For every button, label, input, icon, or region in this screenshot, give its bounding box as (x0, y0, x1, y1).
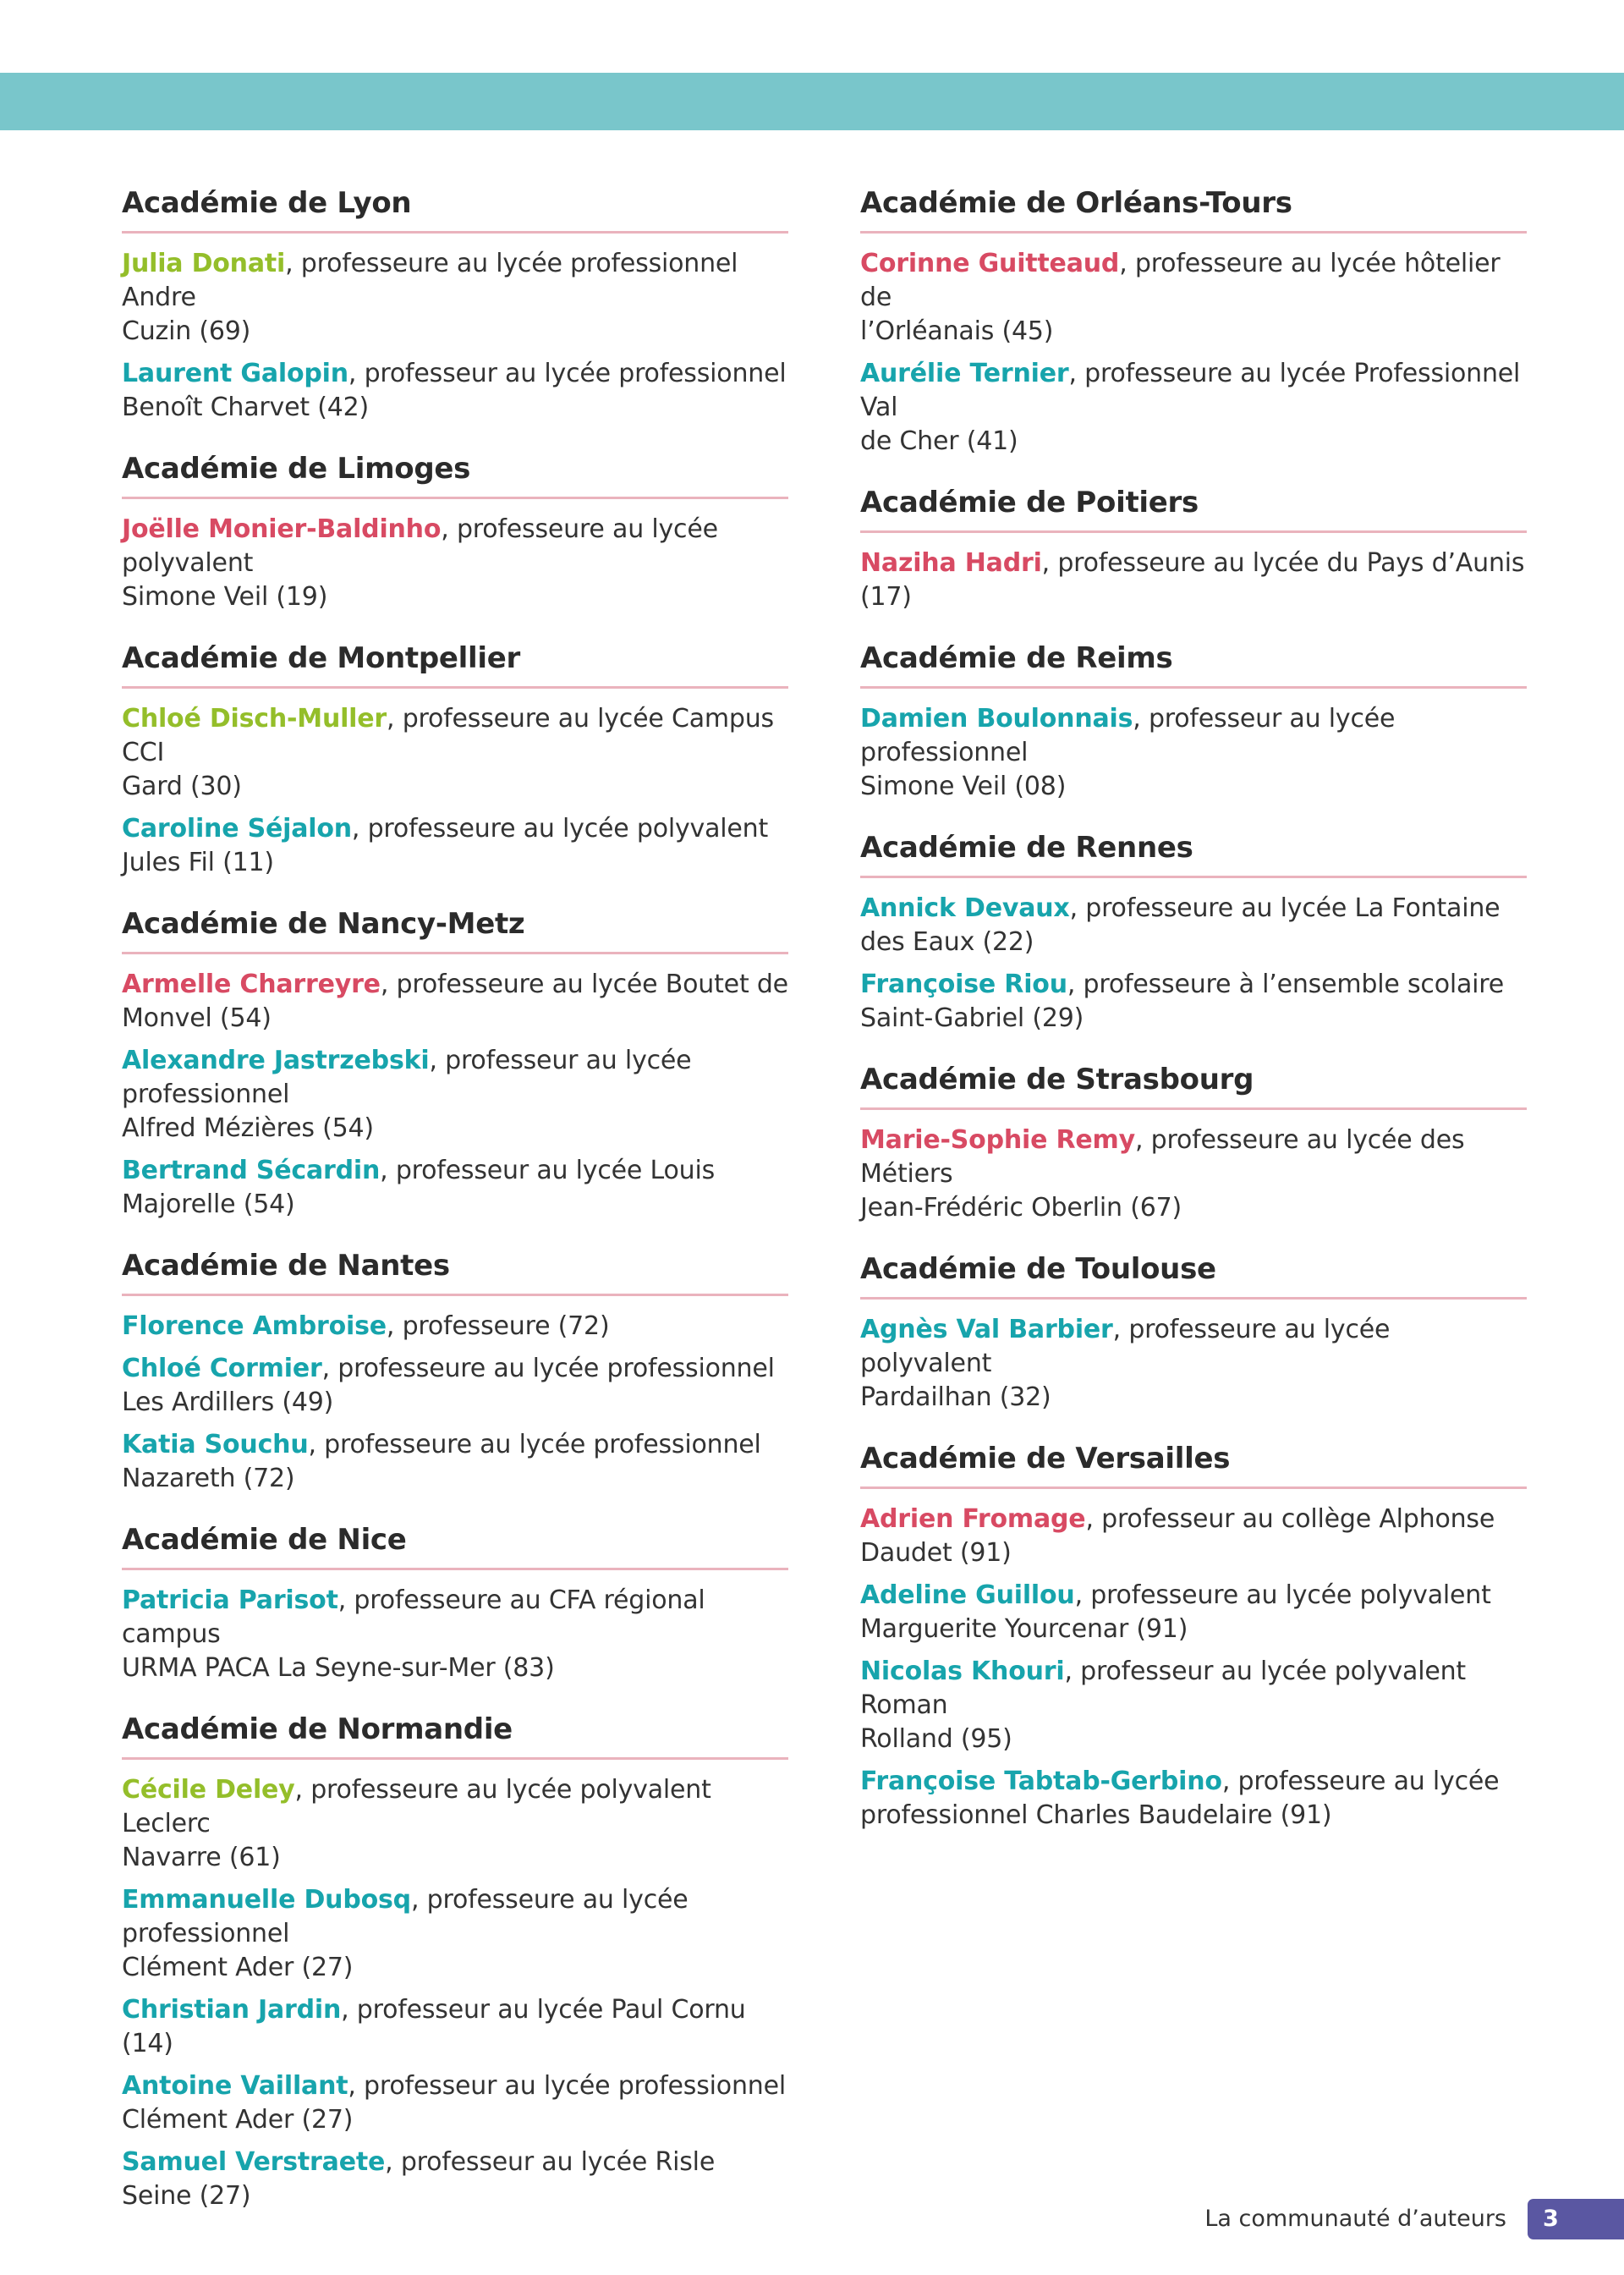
author-entry (122, 968, 788, 1036)
author-role: , professeure au lycée polyvalent (860, 1315, 1391, 1378)
author-role: , professeure au lycée Professionnel Val (860, 359, 1521, 422)
author-entry (122, 1993, 788, 2061)
section-title: Académie de Toulouse (860, 1249, 1527, 1300)
author-name: Marie-Sophie Remy (860, 1125, 1135, 1155)
author-role-continued: Rolland (95) (860, 1724, 1012, 1754)
author-role-continued: professionnel Charles Baudelaire (91) (860, 1800, 1332, 1830)
author-entry (122, 1352, 788, 1420)
author-name: Joëlle Monier-Baldinho (122, 514, 442, 544)
author-entry (860, 702, 1527, 804)
author-entry (122, 1428, 788, 1496)
author-role: , professeure au CFA régional campus (122, 1585, 705, 1649)
author-entry (860, 1765, 1527, 1833)
author-role: , professeure au lycée La Fontaine (1069, 893, 1501, 923)
author-role-continued: Pardailhan (32) (860, 1382, 1051, 1412)
author-name: Florence Ambroise (122, 1311, 387, 1341)
author-role: , professeur au lycée professionnel (122, 1046, 692, 1109)
author-role-continued: Daudet (91) (860, 1538, 1012, 1568)
academie-section (122, 448, 788, 614)
author-name: Damien Boulonnais (860, 704, 1133, 734)
author-name: Julia Donati (122, 249, 286, 278)
author-role: , professeure au lycée du Pays d’Aunis (17) (860, 548, 1525, 612)
author-entry (860, 1124, 1527, 1225)
author-role: , professeur au lycée professionnel (860, 704, 1396, 767)
author-name: Naziha Hadri (860, 548, 1042, 578)
academie-section (122, 638, 788, 880)
author-entry (860, 357, 1527, 459)
author-role-continued: Jules Fil (11) (122, 848, 274, 877)
author-role-continued: Majorelle (54) (122, 1190, 295, 1219)
academie-section (860, 1059, 1527, 1225)
section-title: Académie de Montpellier (122, 638, 788, 689)
author-role: , professeur au lycée professionnel (348, 2071, 786, 2101)
footer-label: La communauté d’auteurs (1204, 2206, 1506, 2232)
author-entry (860, 1503, 1527, 1570)
author-role: , professeure au lycée (1221, 1767, 1500, 1796)
section-title: Académie de Nancy-Metz (122, 904, 788, 954)
author-role-continued: l’Orléanais (45) (860, 316, 1054, 346)
academie-section (122, 1519, 788, 1685)
academie-section (122, 1245, 788, 1496)
author-entry (860, 968, 1527, 1036)
author-role-continued: Jean-Frédéric Oberlin (67) (860, 1193, 1182, 1223)
author-role: , professeure au lycée professionnel (321, 1354, 775, 1383)
author-name: Christian Jardin (122, 1995, 342, 2025)
left-column (122, 183, 788, 2237)
academie-section (122, 904, 788, 1222)
author-role: , professeur au lycée Paul Cornu (14) (122, 1995, 746, 2058)
author-name: Laurent Galopin (122, 359, 348, 388)
author-name: Alexandre Jastrzebski (122, 1046, 430, 1075)
section-title: Académie de Nice (122, 1519, 788, 1570)
author-role: , professeure au lycée professionnel Andre (122, 249, 738, 312)
author-entry (122, 1044, 788, 1146)
header-band (0, 73, 1624, 130)
author-role-continued: Navarre (61) (122, 1843, 281, 1872)
author-role: , professeur au lycée professionnel (348, 359, 787, 388)
author-name: Annick Devaux (860, 893, 1070, 923)
author-role-continued: Les Ardillers (49) (122, 1388, 334, 1417)
academie-section (860, 482, 1527, 614)
section-title: Académie de Nantes (122, 1245, 788, 1296)
section-title: Académie de Limoges (122, 448, 788, 499)
author-role: , professeur au lycée polyvalent Roman (860, 1657, 1466, 1720)
author-name: Corinne Guitteaud (860, 249, 1120, 278)
author-entry (860, 247, 1527, 349)
author-name: Chloé Cormier (122, 1354, 322, 1383)
author-role: , professeure au lycée polyvalent (351, 814, 769, 844)
author-name: Françoise Tabtab-Gerbino (860, 1767, 1222, 1796)
academie-section (860, 1438, 1527, 1833)
author-name: Aurélie Ternier (860, 359, 1069, 388)
author-role: , professeure au lycée professionnel (122, 1885, 689, 1948)
section-title: Académie de Rennes (860, 827, 1527, 878)
author-name: Emmanuelle Dubosq (122, 1885, 411, 1915)
author-entry (122, 247, 788, 349)
author-role: , professeur au lycée Risle Seine (27) (122, 2147, 716, 2211)
author-name: Samuel Verstraete (122, 2147, 386, 2177)
author-role: , professeure au lycée hôtelier de (860, 249, 1501, 312)
author-entry (860, 892, 1527, 959)
author-entry (860, 1655, 1527, 1756)
author-entry (122, 1584, 788, 1685)
author-role: , professeure (72) (386, 1311, 610, 1341)
academie-section (860, 183, 1527, 459)
right-column (860, 183, 1527, 1856)
author-name: Adrien Fromage (860, 1504, 1086, 1534)
author-entry (122, 513, 788, 614)
author-role-continued: Monvel (54) (122, 1003, 272, 1033)
author-role: , professeure au lycée polyvalent Leclerc (122, 1775, 711, 1838)
author-role-continued: Alfred Mézières (54) (122, 1113, 374, 1143)
page-number-badge: 3 (1528, 2199, 1624, 2239)
author-entry (122, 1310, 788, 1344)
author-name: Bertrand Sécardin (122, 1156, 381, 1185)
author-role-continued: des Eaux (22) (860, 927, 1034, 957)
section-title: Académie de Versailles (860, 1438, 1527, 1489)
author-role-continued: Simone Veil (08) (860, 772, 1067, 801)
author-entry (860, 1313, 1527, 1415)
author-role: , professeure au lycée polyvalent (122, 514, 718, 578)
author-entry (122, 1883, 788, 1985)
author-role-continued: Gard (30) (122, 772, 242, 801)
author-name: Adeline Guillou (860, 1580, 1075, 1610)
author-name: Cécile Deley (122, 1775, 295, 1805)
author-role: , professeure au lycée professionnel (308, 1430, 761, 1459)
author-role-continued: de Cher (41) (860, 426, 1018, 456)
author-role: , professeure à l’ensemble scolaire (1067, 970, 1505, 999)
author-name: Nicolas Khouri (860, 1657, 1065, 1686)
author-entry (122, 2146, 788, 2213)
academie-section (860, 1249, 1527, 1415)
author-role-continued: Simone Veil (19) (122, 582, 328, 612)
author-role-continued: Benoît Charvet (42) (122, 393, 370, 422)
author-role-continued: Nazareth (72) (122, 1464, 295, 1493)
section-title: Académie de Normandie (122, 1709, 788, 1760)
author-role-continued: Saint-Gabriel (29) (860, 1003, 1084, 1033)
academie-section (860, 638, 1527, 804)
author-role: , professeur au collège Alphonse (1085, 1504, 1495, 1534)
author-entry (122, 1773, 788, 1875)
author-name: Agnès Val Barbier (860, 1315, 1113, 1344)
author-role-continued: Marguerite Yourcenar (91) (860, 1614, 1188, 1644)
author-entry (860, 1579, 1527, 1646)
section-title: Académie de Reims (860, 638, 1527, 689)
academie-section (122, 183, 788, 425)
author-name: Katia Souchu (122, 1430, 309, 1459)
academie-section (860, 827, 1527, 1036)
section-title: Académie de Poitiers (860, 482, 1527, 533)
author-role: , professeure au lycée Boutet de (380, 970, 788, 999)
author-name: Chloé Disch-Muller (122, 704, 387, 734)
author-role-continued: URMA PACA La Seyne-sur-Mer (83) (122, 1653, 555, 1683)
author-entry (860, 547, 1527, 614)
author-entry (122, 812, 788, 880)
author-entry (122, 1154, 788, 1222)
author-entry (122, 357, 788, 425)
author-name: Armelle Charreyre (122, 970, 381, 999)
author-entry (122, 702, 788, 804)
author-role-continued: Cuzin (69) (122, 316, 251, 346)
academie-section (122, 1709, 788, 2213)
section-title: Académie de Lyon (122, 183, 788, 234)
author-name: Antoine Vaillant (122, 2071, 348, 2101)
author-role: , professeure au lycée Campus CCI (122, 704, 774, 767)
author-name: Françoise Riou (860, 970, 1067, 999)
author-role: , professeur au lycée Louis (380, 1156, 716, 1185)
section-title: Académie de Strasbourg (860, 1059, 1527, 1110)
author-role: , professeure au lycée des Métiers (860, 1125, 1465, 1189)
author-name: Caroline Séjalon (122, 814, 352, 844)
author-name: Patricia Parisot (122, 1585, 338, 1615)
author-role-continued: Clément Ader (27) (122, 2105, 354, 2135)
author-role-continued: Clément Ader (27) (122, 1953, 354, 1982)
author-role: , professeure au lycée polyvalent (1074, 1580, 1491, 1610)
section-title: Académie de Orléans-Tours (860, 183, 1527, 234)
author-entry (122, 2069, 788, 2137)
